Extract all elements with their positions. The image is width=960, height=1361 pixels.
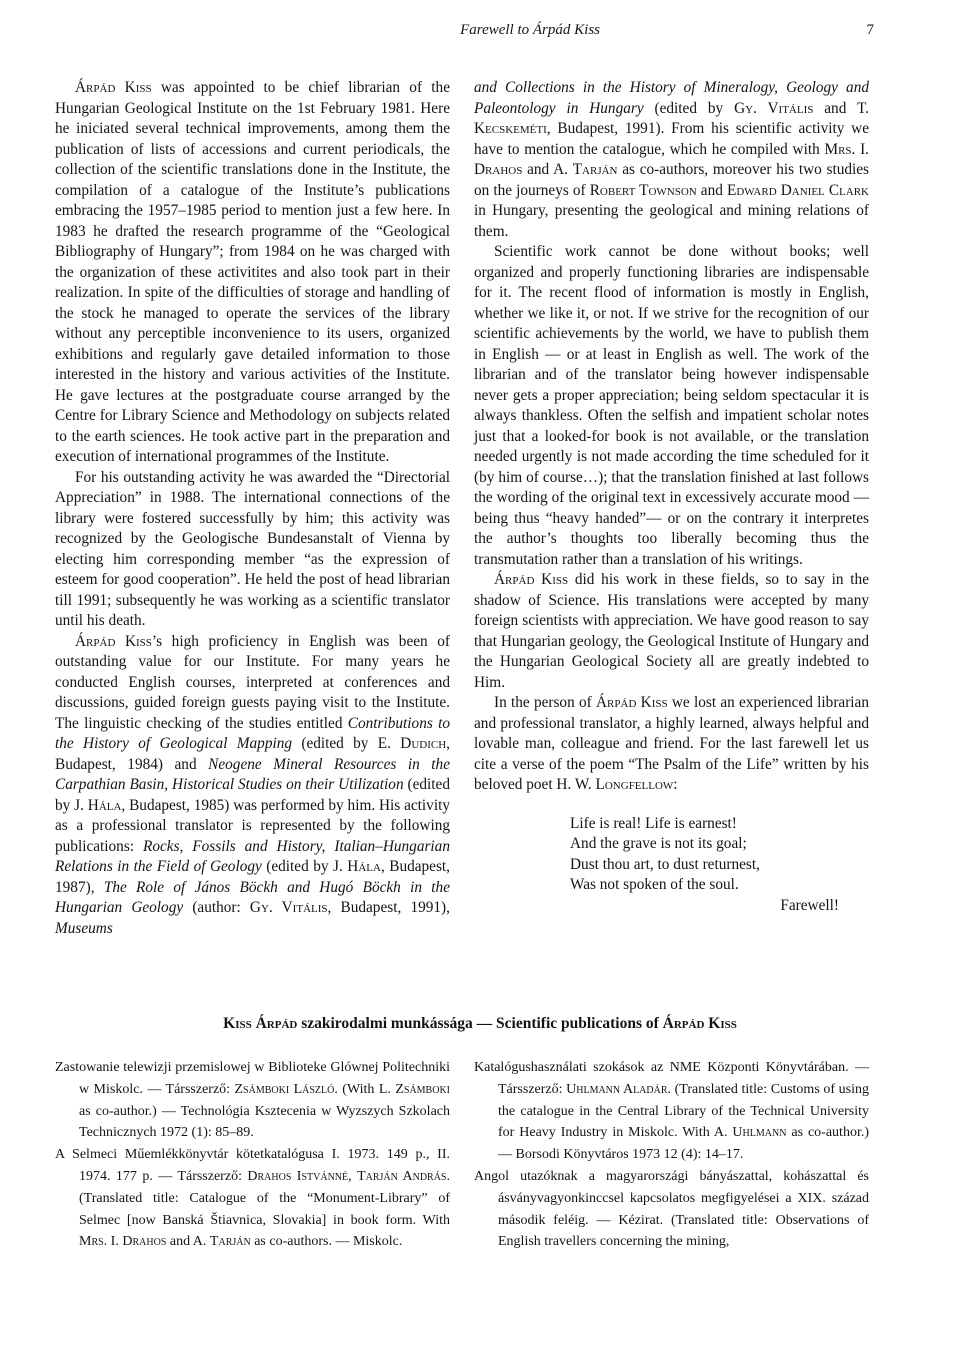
person-name: Kecskeméti xyxy=(474,120,547,137)
work-title: Neogene Mineral Resources in the Carpathian Basin, Historical Studies on their Utilization xyxy=(55,755,450,793)
bibliography-entry: Katalógushasználati szokások az NME Központi Könyvtárában. — Társszerző: Uhlmann Aladár. (Translated title: Customs of using the catalogue in the Central Library of the Technical University for Heavy Industry in Miskolc. With A. Uhlmann as co-author.) — Borsodi Könyvtáros 1973 12 (4): 14–17. xyxy=(474,1060,869,1163)
paragraph: Scientific work cannot be done without books; well organized and properly functioning libraries are indispensable for it. The recent flood of information is mostly in English, whether we like it, or not. If we strive for the recognition of our scientific achievements by the world, we have to publish them in English — or at least in English as well. The work of the librarian and of the translator being however indispensable never gets a proper appreciation; being seldom spectacular it is always thankless. Often the selfish and impatient scholar notes just that a looked-for book is not available, or the translation needed urgently is not made according the time scheduled for it (by him of course…); that the translation finished at last follows the wording of the original text in excessively accurate mood —being thus “heavy handed”— or on the contrary it interpretes the author’s thoughts too liberally becoming thus the transmutation rather than a translation of his writings. xyxy=(474,243,869,568)
work-title: Rocks, Fossils and History, Italian–Hungarian Relations in the Field of Geology xyxy=(55,837,450,875)
person-name: Árpád Kiss xyxy=(494,571,569,588)
person-name: Árpád Kiss xyxy=(75,79,152,96)
poem-verse xyxy=(570,814,869,917)
work-title: Museums xyxy=(55,919,113,937)
bibliography-entry: Angol utazóknak a magyarországi bányászattal, kohászattal és ásványvagyonkinccsel kapcsolatos megfigyelései a XIX. század második feléig. — Kézirat. (Translated title: Observations of English travellers concerning the mining, xyxy=(474,1168,869,1250)
person-name: Tarján xyxy=(572,161,618,178)
person-name: Hála xyxy=(87,796,122,814)
person-name: Mrs. I. Drahos xyxy=(474,140,869,178)
work-title: Contributions to the History of Geological Mapping xyxy=(55,714,450,752)
person-name: Árpád Kiss xyxy=(75,632,152,650)
person-name: Árpád Kiss xyxy=(596,694,668,711)
paragraph: Árpád Kiss did his work in these fields, so to say in the shadow of Science. His translations were accepted by many foreign scientists with appreciation. We have good reason to say that Hungarian geology, the Geological Institute of Hungary and the Hungarian Geological Society all are greatly indebted to Him. xyxy=(474,571,869,691)
right-text-column xyxy=(474,78,869,916)
poet-name: Longfellow xyxy=(595,776,674,793)
bibliography-left-column xyxy=(55,1057,450,1253)
left-text-column xyxy=(55,78,450,939)
poem-line: And the grave is not its goal; xyxy=(570,835,747,852)
poem-line: Dust thou art, to dust returnest, xyxy=(570,855,760,873)
poem-line: Life is real! Life is earnest! xyxy=(570,814,737,832)
person-name: Robert Townson xyxy=(589,181,697,199)
paragraph: In the person of Árpád Kiss we lost an experienced librarian and professional translator, a highly learned, always helpful and lovable man, colleague and friend. For the last farewell let us cite a verse of the poem “The Psalm of the Life” written by his beloved poet H. W. Longfellow: xyxy=(474,694,869,793)
paragraph: Árpád Kiss’s high proficiency in English was been of outstanding value for our Institute. For many years he conducted English courses, interpreted at conferences and discussions, guided foreign guests paying visit to the Institute. The linguistic checking of the studies entitled Contributions to the History of Geological Mapping (edited by E. Dudich, Budapest, 1984) and Neogene Mineral Resources in the Carpathian Basin, Historical Studies on their Utilization (edited by J. Hála, Budapest, 1985) was performed by him. His activity as a professional translator is represented by the following publications: Rocks, Fossils and History, Italian–Hungarian Relations in the Field of Geology (edited by J. Hála, Budapest, 1987), The Role of János Böckh and Hugó Böckh in the Hungarian Geology (author: Gy. Vitális, Budapest, 1991), Museums xyxy=(55,632,450,937)
poem-farewell: Farewell! xyxy=(780,896,839,914)
person-name: Gy. Vitális xyxy=(734,99,814,117)
page-number: 7 xyxy=(866,22,874,38)
person-name: Gy. Vitális xyxy=(249,899,328,916)
running-header-title: Farewell to Árpád Kiss xyxy=(460,22,600,38)
bibliography-entry: Zastowanie telewizji przemislowej w Biblioteke Glównej Politechniki w Miskolc. — Társszerző: Zsámboki László. (With L. Zsámboki as co-author.) — Technológia Ksztecenia w Wyzszych Szkolach Technicznych 1972 (1): 85–89. xyxy=(55,1060,450,1141)
bibliography-entry: A Selmeci Műemlékkönyvtár kötetkatalógusa I. 1973. 149 p., II. 1974. 177 p. — Társszerző: Drahos Istvánné, Tarján András. (Translated title: Catalogue of the “Monument-Library” of Selmec [now Banská Štiavnica, Slovakia] in book form. With Mrs. I. Drahos and A. Tarján as co-authors. — Miskolc. xyxy=(55,1147,450,1250)
bibliography-heading: Kiss Árpád szakirodalmi munkássága — Scientific publications of Árpád Kiss xyxy=(223,1015,737,1032)
person-name: Hála xyxy=(347,858,381,875)
work-title: The Role of János Böckh and Hugó Böckh in the Hungarian Geology xyxy=(55,878,450,916)
poem-line: Was not spoken of the soul. xyxy=(570,876,739,893)
paragraph: Árpád Kiss was appointed to be chief librarian of the Hungarian Geological Institute on the 1st February 1981. Here he iniciated several technical improvements, among them the publication of lists of accessions and current periodicals, the collection of the scientific translations done in the Institute, the compilation of a catalogue of the Institute’s publications embracing the 1957–1985 period to mention just a few here. In 1983 he drafted the research programme of the “Geological Bibliography of Hungary”; from 1984 on he was charged with the organization of these activitites and also took part in their realization. In spite of the difficulties of storage and handling of the stock he managed to operate the services of the library without any perceptible inconvenience to its users, organized exhibitions and regularly gave detailed information to those interested in the history and various activities of the Institute. He gave lectures at the postgraduate course arranged by the Centre for Library Science and Methodology on subjects related to the earth sciences. He took active part in the preparation and execution of international programmes of the Institute. xyxy=(55,79,450,465)
person-name: Edward Daniel Clark xyxy=(726,181,869,199)
paragraph: For his outstanding activity he was awarded the “Directorial Appreciation” in 1988. The international connections of the library were fostered successfully by him; this activity was recognized by the Geologische Bundesanstalt of Vienna by electing him corresponding member “as the expression of esteem for good cooperation”. He held the post of head librarian till 1991; subsequently he was working as a scientific translator until his death. xyxy=(55,468,450,629)
person-name: Dudich xyxy=(400,735,447,752)
work-title: and Collections in the History of Mineralogy, Geology and Paleontology in Hungary xyxy=(474,79,869,117)
bibliography-right-column xyxy=(474,1057,869,1253)
paragraph: and Collections in the History of Mineralogy, Geology and Paleontology in Hungary (edited by Gy. Vitális and T. Kecskeméti, Budapest, 1991). From his scientific activity we have to mention the catalogue, which he compiled with Mrs. I. Drahos and A. Tarján as co-authors, moreover his two studies on the journeys of Robert Townson and Edward Daniel Clark in Hungary, presenting the geological and mining relations of them. xyxy=(474,79,869,240)
